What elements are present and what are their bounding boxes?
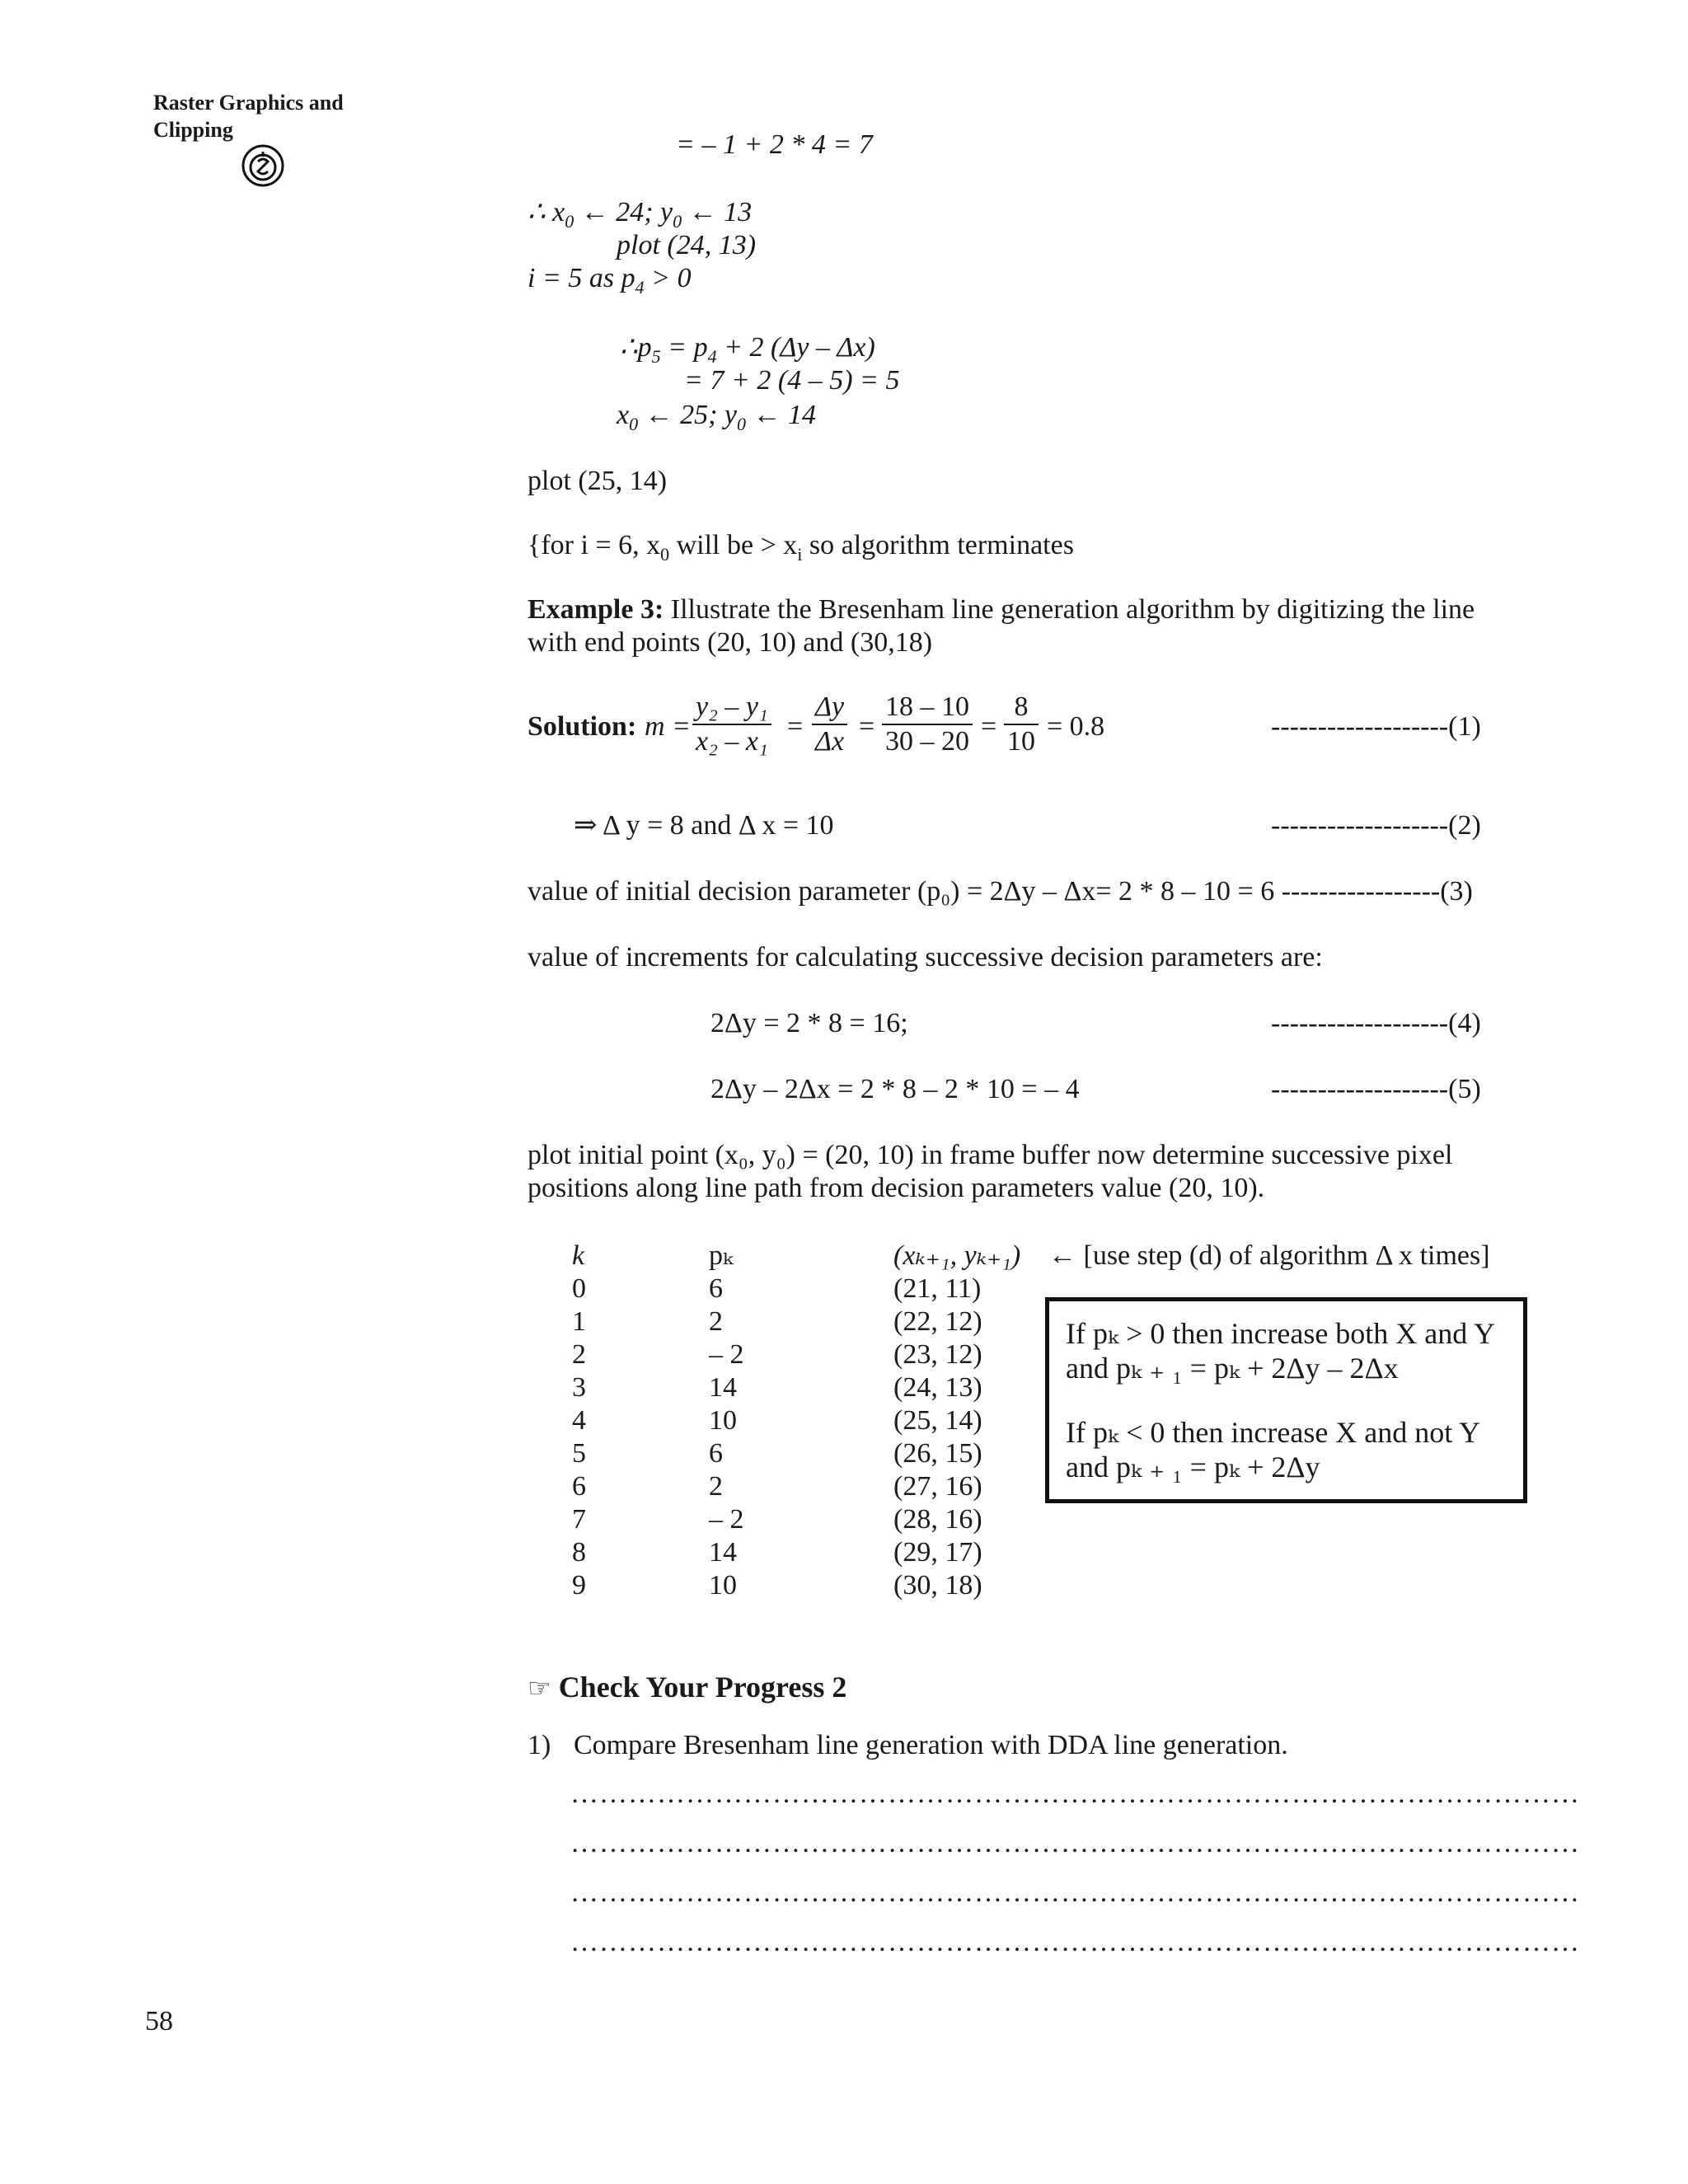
slope-result: = 0.8 bbox=[1047, 711, 1105, 742]
decision-equation: $\therefore p_5 = p_4 + 2$ (Δy – Δx) bbox=[620, 332, 875, 367]
condition-line: i = 5 as $p_4 > 0$ bbox=[528, 263, 692, 298]
table-cell: 3 bbox=[572, 1372, 586, 1403]
table-cell: (27, 16) bbox=[893, 1471, 982, 1502]
table-cell: 0 bbox=[572, 1273, 586, 1304]
table-cell: (28, 16) bbox=[893, 1504, 982, 1535]
table-cell: 6 bbox=[572, 1471, 586, 1502]
table-cell: – 2 bbox=[709, 1339, 744, 1370]
section-title-line1: Raster Graphics and bbox=[153, 91, 344, 115]
table-cell: (24, 13) bbox=[893, 1372, 982, 1403]
table-cell: 14 bbox=[709, 1372, 737, 1403]
answer-line[interactable]: …………………………………………………………………………………………… bbox=[570, 1877, 1580, 1908]
rule-line-3: If pₖ < 0 then increase X and not Y bbox=[1066, 1416, 1480, 1449]
example-heading: Example 3: Illustrate the Bresenham line generation algorithm by digitizing the line bbox=[528, 594, 1475, 625]
equals-sign: = bbox=[859, 711, 875, 742]
decision-value: = 7 + 2 (4 – 5) = 5 bbox=[684, 365, 900, 396]
termination-line: {for i = 6, $x_0$ will be > $x_i$ so algorithm terminates bbox=[528, 530, 1074, 565]
question-number: 1) bbox=[528, 1730, 551, 1760]
section-title bbox=[153, 89, 344, 143]
table-cell: (22, 12) bbox=[893, 1306, 982, 1337]
university-logo-icon bbox=[241, 143, 285, 188]
table-cell: (26, 15) bbox=[893, 1438, 982, 1469]
answer-line[interactable]: …………………………………………………………………………………………… bbox=[570, 1828, 1580, 1858]
slope-fraction-4: $\frac{8}{10}$ bbox=[1004, 691, 1039, 758]
increment-1: 2Δy = 2 * 8 = 16; bbox=[710, 1008, 908, 1038]
rule-line-2: and pₖ ₊ ₁ = pₖ + 2Δy – 2Δx bbox=[1066, 1352, 1399, 1385]
table-cell: 14 bbox=[709, 1537, 737, 1568]
plot-initial-point-line2: positions along line path from decision parameters value (20, 10). bbox=[528, 1173, 1265, 1203]
table-cell: 2 bbox=[709, 1306, 723, 1337]
rule-line-4: and pₖ ₊ ₁ = pₖ + 2Δy bbox=[1066, 1451, 1320, 1483]
table-cell: 10 bbox=[709, 1405, 737, 1436]
table-cell: 6 bbox=[709, 1273, 723, 1304]
slope-fraction-2: $\frac{\Delta y}{\Delta x}$ bbox=[812, 691, 847, 758]
page-number: 58 bbox=[145, 2006, 173, 2036]
table-cell: 8 bbox=[572, 1537, 586, 1568]
table-cell: 4 bbox=[572, 1405, 586, 1436]
table-cell: 9 bbox=[572, 1570, 586, 1601]
equation-ref-4: -------------------(4) bbox=[1271, 1008, 1481, 1038]
table-cell: – 2 bbox=[709, 1504, 744, 1535]
slope-symbol: m = bbox=[645, 711, 691, 742]
initial-decision-parameter: value of initial decision parameter (p₀) = 2Δy – Δx= 2 * 8 – 10 = 6 -----------------(3) bbox=[528, 876, 1473, 907]
table-cell: 6 bbox=[709, 1438, 723, 1469]
decision-rule-box bbox=[1045, 1297, 1527, 1503]
table-cell: (30, 18) bbox=[893, 1570, 982, 1601]
rule-line-1: If pₖ > 0 then increase both X and Y bbox=[1066, 1317, 1495, 1350]
answer-line[interactable]: …………………………………………………………………………………………… bbox=[570, 1927, 1580, 1957]
plot-initial-point-line1: plot initial point (x₀, y₀) = (20, 10) in frame buffer now determine successive pixel bbox=[528, 1140, 1453, 1170]
table-header-k: k bbox=[572, 1240, 585, 1271]
slope-fraction-1: $\frac{\text{y₂ – y₁}}{\text{x₂ – x₁}}$ bbox=[692, 691, 771, 758]
pointing-hand-icon: ☞ bbox=[528, 1672, 551, 1704]
solution-label: Solution: bbox=[528, 711, 637, 742]
table-cell: (23, 12) bbox=[893, 1339, 982, 1370]
slope-fraction-3: $\frac{18 - 10}{30 - 20}$ bbox=[882, 691, 973, 758]
equals-sign: = bbox=[787, 711, 804, 742]
example-text: with end points (20, 10) and (30,18) bbox=[528, 627, 933, 658]
delta-values: ⇒ Δ y = 8 and Δ x = 10 bbox=[574, 810, 834, 841]
table-cell: 10 bbox=[709, 1570, 737, 1601]
increments-intro: value of increments for calculating successive decision parameters are: bbox=[528, 942, 1323, 972]
answer-line[interactable]: …………………………………………………………………………………………… bbox=[570, 1779, 1580, 1809]
section-title-line2: Clipping bbox=[153, 118, 233, 142]
plot-line-2: plot (25, 14) bbox=[528, 466, 668, 496]
table-header-pk: pₖ bbox=[709, 1240, 734, 1271]
table-cell: 2 bbox=[709, 1471, 723, 1502]
assignment-line: ∴ $x_0$ ← 24; $y_0$ ← 13 bbox=[528, 197, 753, 232]
equation-line: = – 1 + 2 * 4 = 7 bbox=[676, 129, 873, 160]
table-cell: (21, 11) bbox=[893, 1273, 982, 1304]
table-cell: (25, 14) bbox=[893, 1405, 982, 1436]
table-cell: 2 bbox=[572, 1339, 586, 1370]
table-cell: 5 bbox=[572, 1438, 586, 1469]
increment-2: 2Δy – 2Δx = 2 * 8 – 2 * 10 = – 4 bbox=[710, 1074, 1080, 1104]
table-header-next-point: (xₖ₊₁, yₖ₊₁) bbox=[893, 1240, 1021, 1271]
table-cell: 1 bbox=[572, 1306, 586, 1337]
equation-ref-1: -------------------(1) bbox=[1271, 711, 1481, 742]
check-progress-heading: ☞ Check Your Progress 2 bbox=[528, 1671, 847, 1704]
table-cell: 7 bbox=[572, 1504, 586, 1535]
assignment-line-2: $x_0$ ← 25; $y_0$ ← 14 bbox=[617, 400, 817, 434]
table-note: ← [use step (d) of algorithm Δ x times] bbox=[1048, 1240, 1490, 1271]
question-text: Compare Bresenham line generation with DDA line generation. bbox=[574, 1730, 1288, 1760]
table-cell: (29, 17) bbox=[893, 1537, 982, 1568]
equation-ref-2: -------------------(2) bbox=[1271, 810, 1481, 841]
plot-line: plot (24, 13) bbox=[617, 230, 757, 260]
equals-sign: = bbox=[981, 711, 997, 742]
equation-ref-5: -------------------(5) bbox=[1271, 1074, 1481, 1104]
